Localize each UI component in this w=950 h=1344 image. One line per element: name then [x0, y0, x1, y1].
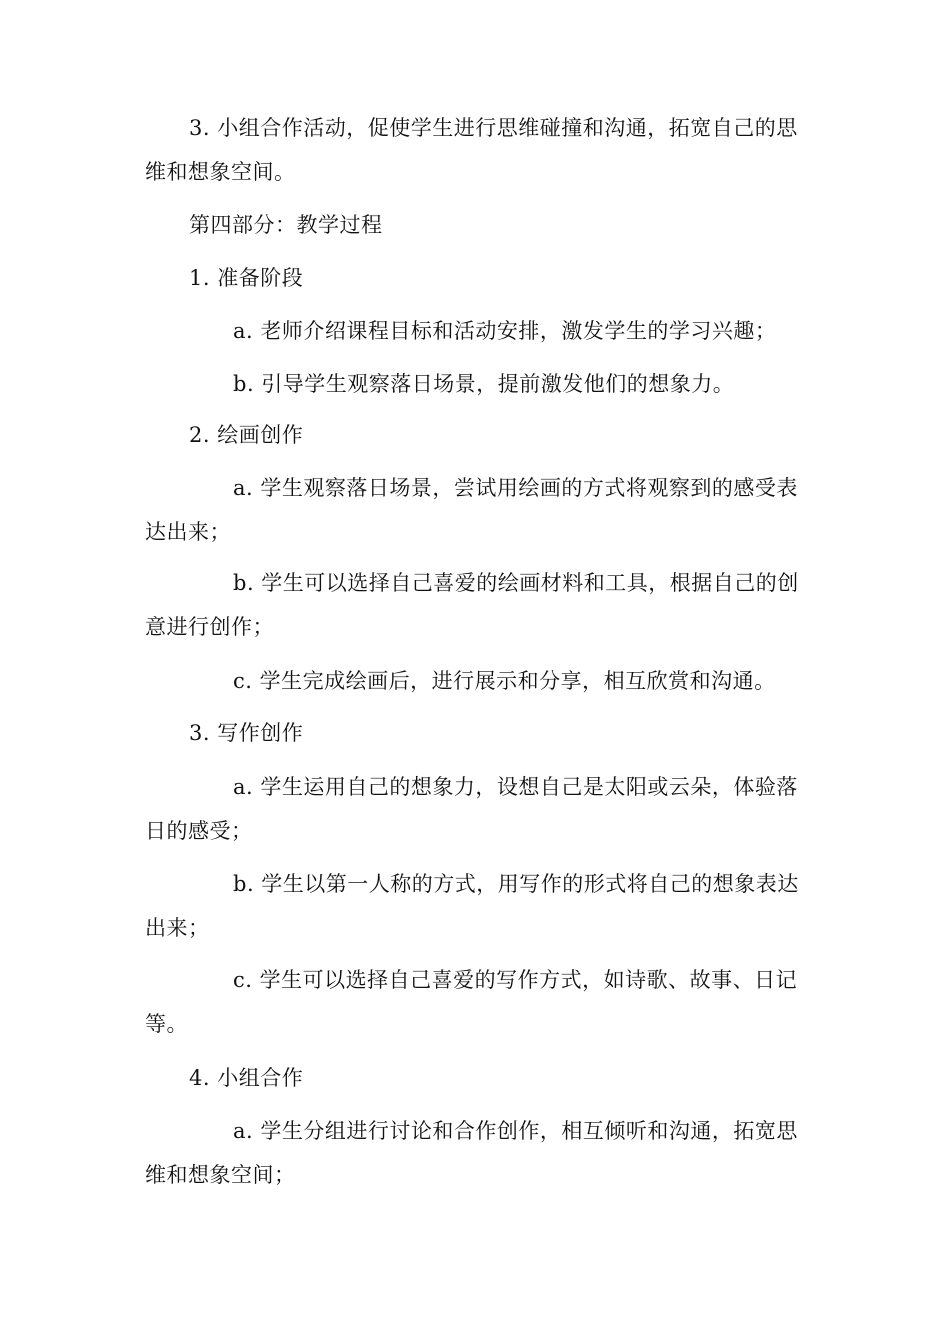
section-heading: 第四部分：教学过程	[189, 213, 383, 237]
step-3-item-a: a. 学生运用自己的想象力，设想自己是太阳或云朵，体验落日的感受；	[145, 775, 798, 843]
step-2-item-b: b. 学生可以选择自己喜爱的绘画材料和工具，根据自己的创意进行创作；	[145, 571, 799, 639]
step-heading-1: 1. 准备阶段	[189, 266, 304, 290]
step-3-item-c: c. 学生可以选择自己喜爱的写作方式，如诗歌、故事、日记等。	[145, 968, 798, 1036]
paragraph-objective-3: 3. 小组合作活动，促使学生进行思维碰撞和沟通，拓宽自己的思维和想象空间。	[145, 116, 798, 184]
step-heading-4: 4. 小组合作	[189, 1066, 304, 1090]
step-4-item-a: a. 学生分组进行讨论和合作创作，相互倾听和沟通，拓宽思维和想象空间；	[145, 1119, 798, 1187]
step-1-item-b: b. 引导学生观察落日场景，提前激发他们的想象力。	[233, 372, 735, 396]
step-3-item-b: b. 学生以第一人称的方式，用写作的形式将自己的想象表达出来；	[145, 872, 799, 940]
step-1-item-a: a. 老师介绍课程目标和活动安排，激发学生的学习兴趣；	[233, 319, 777, 343]
step-heading-3: 3. 写作创作	[189, 721, 304, 745]
step-2-item-a: a. 学生观察落日场景，尝试用绘画的方式将观察到的感受表达出来；	[145, 476, 798, 544]
step-2-item-c: c. 学生完成绘画后，进行展示和分享，相互欣赏和沟通。	[233, 669, 776, 693]
step-heading-2: 2. 绘画创作	[189, 423, 304, 447]
